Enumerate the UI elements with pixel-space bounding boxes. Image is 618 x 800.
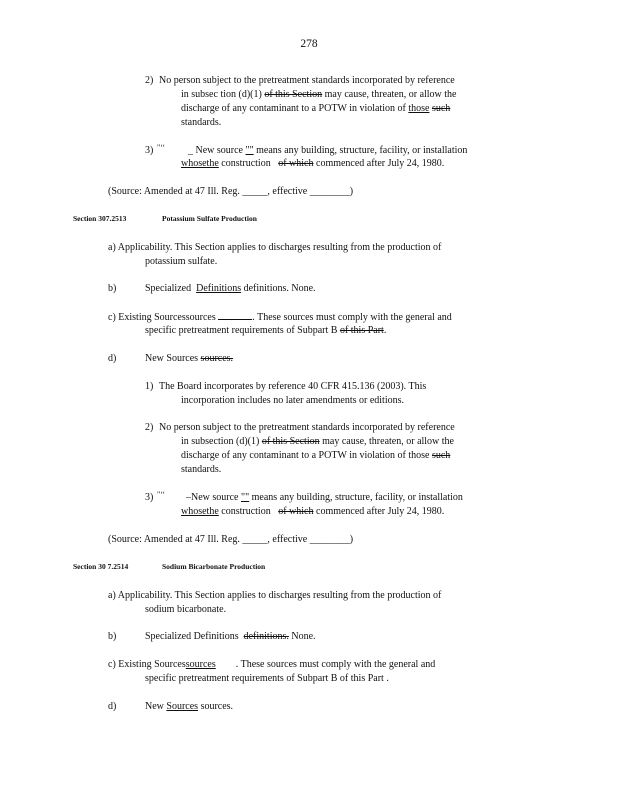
struck-text: definitions.: [243, 631, 289, 642]
text: discharge of any contaminant to a POTW in violation of those: [181, 450, 430, 461]
applicability-line-1: a) Applicability. This Section applies to discharges resulting from the production of: [108, 590, 442, 601]
text: definitions. None.: [243, 283, 316, 294]
item-3-line-1: [188, 144, 467, 157]
underlined-text: "": [240, 492, 250, 503]
struck-text: of this Section: [264, 89, 323, 100]
new-sources-line: [145, 352, 233, 365]
existing-sources-line-2: specific pretreatment requirements of Subpart B of this Part .: [145, 673, 389, 684]
item-3-number: 3): [145, 145, 154, 156]
text: c) Existing Sourcessources: [108, 312, 216, 323]
item-2-line-4: standards.: [181, 117, 222, 128]
text: New Sources: [145, 353, 199, 364]
existing-sources-line-1: [108, 658, 435, 671]
item-3-line-2: [181, 505, 444, 518]
section-title: Sodium Bicarbonate Production: [162, 562, 266, 571]
text: construction: [221, 506, 271, 517]
struck-text: of this Section: [261, 436, 320, 447]
item-2-line-3: [181, 102, 450, 115]
page-number: 278: [300, 38, 318, 50]
blank-line: [218, 310, 252, 320]
applicability-line-1: a) Applicability. This Section applies to discharges resulting from the production of: [108, 242, 442, 253]
text: –New source: [186, 492, 239, 503]
underlined-text: whosethe: [181, 506, 219, 517]
text: commenced after July 24, 1980.: [316, 158, 445, 169]
item-3-number: 3): [145, 492, 154, 503]
struck-text: of which: [278, 506, 314, 517]
text: specific pretreatment requirements of Subpart B: [145, 325, 338, 336]
text: means any building, structure, facility, or installation: [251, 492, 463, 503]
item-2-line-1: No person subject to the pretreatment standards incorporated by reference: [159, 422, 455, 433]
item-2-number: 2): [145, 422, 154, 433]
item-2-line-1: No person subject to the pretreatment standards incorporated by reference: [159, 75, 455, 86]
new-sources-label: d): [108, 353, 117, 364]
applicability-line-2: sodium bicarbonate.: [145, 604, 227, 615]
item-3-quote-mark: "‘‘: [157, 143, 165, 152]
text: in subsec tion (d)(1): [181, 89, 262, 100]
applicability-line-2: potassium sulfate.: [145, 256, 218, 267]
text: means any building, structure, facility, or installation: [256, 145, 468, 156]
text: Specialized: [145, 283, 192, 294]
section-number: Section 30 7.2514: [73, 562, 129, 571]
item-3-line-1: [186, 491, 463, 504]
new-sources-line: [145, 700, 233, 713]
text: None.: [291, 631, 316, 642]
definitions-line: [145, 630, 316, 643]
underlined-text: Sources: [166, 701, 199, 712]
text: . These sources must comply with the general and: [235, 659, 436, 670]
item-2-line-2: [181, 88, 457, 101]
existing-sources-line-2: [145, 324, 386, 337]
underlined-text: Definitions: [196, 283, 242, 294]
text: Specialized Definitions: [145, 631, 239, 642]
section-number: Section 307.2513: [73, 214, 127, 223]
text: in subsection (d)(1): [181, 436, 260, 447]
item-2-line-3: [181, 449, 450, 462]
source-note: (Source: Amended at 47 Ill. Reg. _____, effective ________): [108, 186, 354, 197]
item-3-quote-mark: "‘‘: [157, 490, 165, 499]
item-3-line-2: [181, 157, 444, 170]
source-note: (Source: Amended at 47 Ill. Reg. _____, effective ________): [108, 534, 354, 545]
item-2-line-4: standards.: [181, 464, 222, 475]
text: .: [383, 325, 387, 336]
definitions-line: [145, 282, 316, 295]
underlined-text: whosethe: [181, 158, 219, 169]
text: . These sources must comply with the general and: [252, 312, 452, 323]
underlined-text: "": [245, 145, 254, 156]
struck-text: sources.: [200, 353, 234, 364]
text: c) Existing Sources: [108, 659, 186, 670]
new-sources-label: d): [108, 701, 117, 712]
section-title: Potassium Sulfate Production: [162, 214, 257, 223]
item-2-line-2: [181, 435, 454, 448]
struck-text: such: [431, 103, 451, 114]
text: discharge of any contaminant to a POTW in violation of: [181, 103, 406, 114]
text: commenced after July 24, 1980.: [316, 506, 445, 517]
text: New: [145, 701, 164, 712]
underlined-text: those: [408, 103, 430, 114]
struck-text: of this Part: [339, 325, 384, 336]
underlined-text: sources: [185, 659, 216, 670]
existing-sources-line-1: [108, 310, 452, 324]
item-1-number: 1): [145, 381, 154, 392]
item-2-number: 2): [145, 75, 154, 86]
text: may cause, threaten, or allow the: [324, 89, 457, 100]
item-1-line-1: The Board incorporates by reference 40 CFR 415.136 (2003). This: [159, 381, 427, 392]
item-1-line-2: incorporation includes no later amendments or editions.: [181, 395, 404, 406]
struck-text: of which: [278, 158, 314, 169]
definitions-label: b): [108, 631, 117, 642]
text: may cause, threaten, or allow the: [322, 436, 454, 447]
text: sources.: [200, 701, 234, 712]
struck-text: such: [431, 450, 451, 461]
definitions-label: b): [108, 283, 117, 294]
text: construction: [221, 158, 271, 169]
text: _ New source: [188, 145, 243, 156]
